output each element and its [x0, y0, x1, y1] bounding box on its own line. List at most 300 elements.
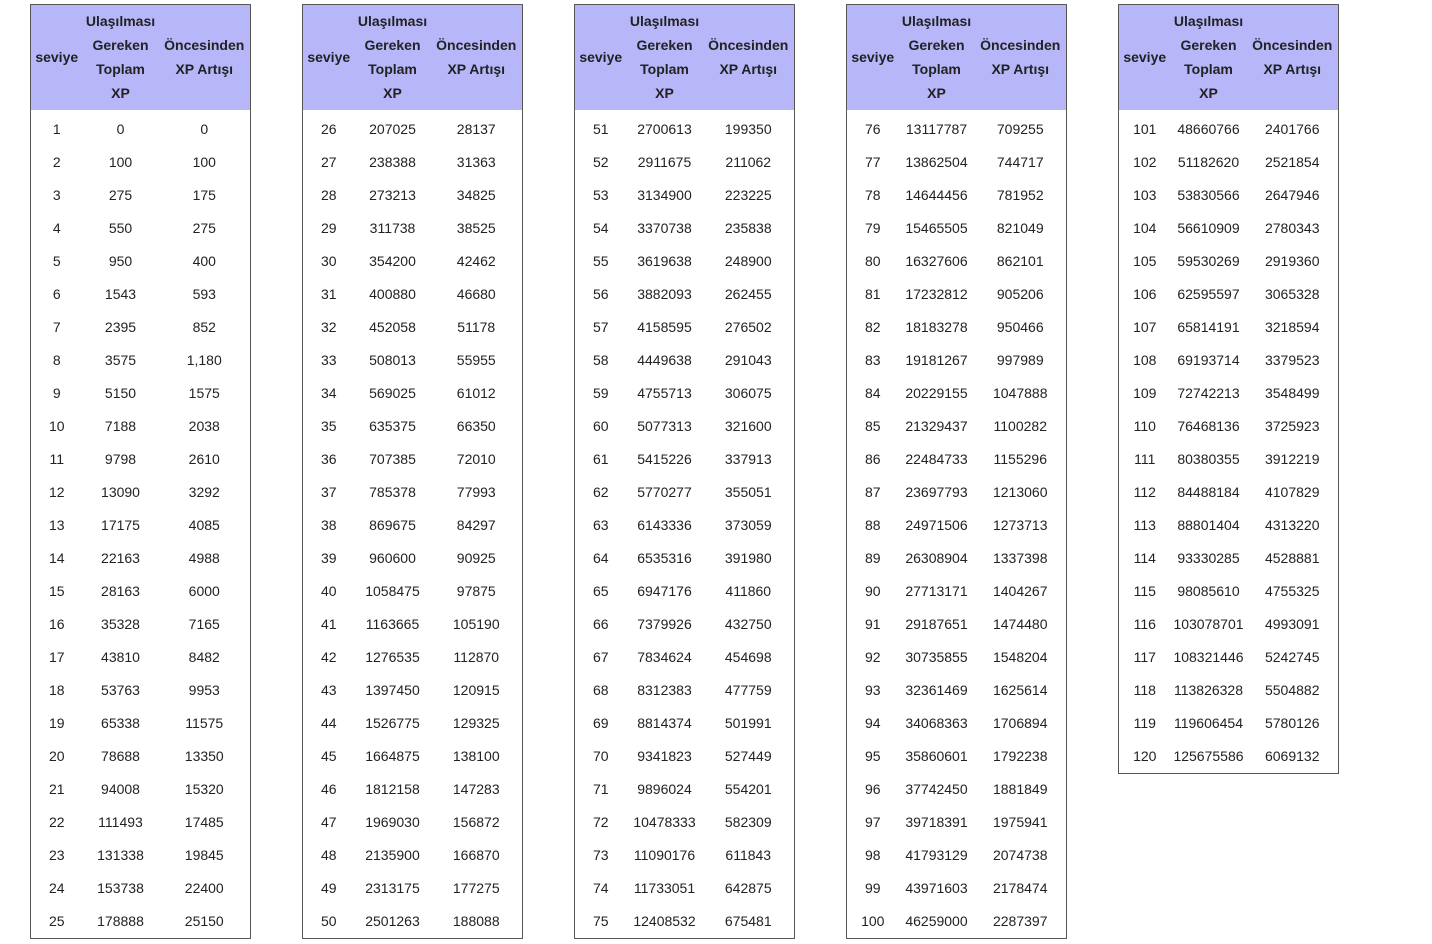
table-body	[303, 110, 523, 939]
header-row	[575, 5, 795, 110]
level-cell: 59	[592, 384, 609, 401]
xp-increase-cell: 4528881	[1264, 549, 1320, 566]
level-cell: 48	[320, 846, 337, 863]
level-cell: 30	[320, 252, 337, 269]
header-level-label: seviye	[851, 49, 895, 66]
table-row	[575, 542, 795, 575]
xp-increase-cell: 4988	[188, 549, 220, 566]
level-cell: 5	[52, 252, 61, 269]
table-row	[303, 311, 523, 344]
table-row	[847, 443, 1067, 476]
xp-increase-cell: 0	[200, 120, 209, 137]
level-cell: 68	[592, 681, 609, 698]
level-cell: 2	[52, 153, 61, 170]
xp-increase-cell: 3912219	[1264, 450, 1320, 467]
xp-increase-cell: 2919360	[1264, 252, 1320, 269]
header-level	[31, 5, 83, 110]
level-cell: 105	[1133, 252, 1157, 269]
total-xp-cell: 100	[108, 153, 133, 170]
xp-increase-cell: 291043	[724, 351, 772, 368]
table-row	[31, 575, 251, 608]
total-xp-cell: 14644456	[905, 186, 968, 203]
level-cell: 14	[48, 549, 65, 566]
level-cell: 84	[864, 384, 881, 401]
xp-increase-cell: 19845	[184, 846, 224, 863]
xp-increase-cell: 42462	[456, 252, 496, 269]
xp-increase-cell: 1273713	[992, 516, 1048, 533]
level-cell: 63	[592, 516, 609, 533]
total-xp-cell: 273213	[369, 186, 416, 203]
xp-increase-cell: 862101	[996, 252, 1044, 269]
table-row	[575, 773, 795, 806]
level-cell: 52	[592, 153, 609, 170]
xp-increase-cell: 4085	[188, 516, 220, 533]
xp-increase-cell: 1548204	[992, 648, 1048, 665]
total-xp-cell: 94008	[101, 780, 140, 797]
total-xp-cell: 3370738	[637, 219, 692, 236]
level-cell: 32	[320, 318, 337, 335]
level-cell: 115	[1133, 582, 1156, 599]
level-cell: 104	[1133, 219, 1157, 236]
table-row	[847, 542, 1067, 575]
level-cell: 85	[864, 417, 881, 434]
total-xp-cell: 400880	[369, 285, 416, 302]
xp-increase-cell: 129325	[452, 714, 500, 731]
level-cell: 73	[592, 846, 609, 863]
total-xp-cell: 11090176	[633, 846, 696, 863]
total-xp-cell: 20229155	[905, 384, 968, 401]
header-total-xp	[899, 5, 975, 110]
level-cell: 95	[864, 747, 881, 764]
level-cell: 70	[592, 747, 609, 764]
level-cell: 110	[1133, 417, 1156, 434]
level-cell: 29	[320, 219, 337, 236]
header-level	[303, 5, 355, 110]
table-row	[303, 476, 523, 509]
table-row	[303, 872, 523, 905]
xp-increase-cell: 51178	[457, 318, 496, 335]
table-row	[1119, 740, 1339, 774]
table-row	[1119, 311, 1339, 344]
header-total-xp-line: Ulaşılması	[629, 13, 700, 30]
header-xp-increase	[1247, 5, 1339, 110]
xp-increase-cell: 1625614	[992, 681, 1048, 698]
xp-increase-cell: 248900	[724, 252, 772, 269]
table-row	[31, 641, 251, 674]
total-xp-cell: 6947176	[637, 582, 692, 599]
total-xp-cell: 950	[108, 252, 133, 269]
xp-increase-cell: 1881849	[992, 780, 1048, 797]
table-row	[575, 410, 795, 443]
level-cell: 50	[320, 912, 337, 929]
level-cell: 55	[592, 252, 609, 269]
level-cell: 91	[864, 615, 881, 632]
header-total-xp-line: Toplam	[368, 61, 417, 78]
header-level-label: seviye	[1123, 49, 1167, 66]
xp-increase-cell: 138100	[452, 747, 500, 764]
header-level	[1119, 5, 1171, 110]
xp-increase-cell: 1706894	[992, 714, 1048, 731]
total-xp-cell: 2395	[104, 318, 137, 335]
total-xp-cell: 4158595	[637, 318, 692, 335]
header-xp-increase-line: XP Artışı	[1263, 61, 1322, 78]
table-row	[575, 245, 795, 278]
xp-increase-cell: 1474480	[992, 615, 1048, 632]
table-row	[31, 707, 251, 740]
table-row	[575, 872, 795, 905]
table-row	[575, 608, 795, 641]
total-xp-cell: 53830566	[1177, 186, 1240, 203]
xp-increase-cell: 4993091	[1264, 615, 1320, 632]
total-xp-cell: 103078701	[1173, 615, 1244, 632]
header-total-xp	[83, 5, 159, 110]
total-xp-cell: 26308904	[905, 549, 968, 566]
total-xp-cell: 2135900	[365, 846, 420, 863]
level-cell: 57	[592, 318, 609, 335]
xp-increase-cell: 306075	[724, 384, 772, 401]
level-cell: 37	[320, 483, 337, 500]
total-xp-cell: 46259000	[905, 912, 968, 929]
level-cell: 13	[48, 516, 65, 533]
table-row	[303, 245, 523, 278]
table-row	[575, 806, 795, 839]
table-row	[1119, 641, 1339, 674]
level-cell: 101	[1133, 120, 1157, 137]
xp-increase-cell: 7165	[188, 615, 220, 632]
header-total-xp-line: Toplam	[912, 61, 961, 78]
xp-increase-cell: 321600	[724, 417, 772, 434]
header-total-xp-line: XP	[1199, 85, 1218, 102]
xp-increase-cell: 1047888	[992, 384, 1048, 401]
header-level	[847, 5, 899, 110]
level-cell: 8	[52, 351, 61, 368]
level-cell: 87	[864, 483, 881, 500]
level-cell: 111	[1134, 450, 1156, 467]
table-row	[31, 377, 251, 410]
table-row	[575, 278, 795, 311]
level-cell: 1	[52, 120, 61, 137]
table-row	[31, 872, 251, 905]
total-xp-cell: 69193714	[1177, 351, 1240, 368]
xp-increase-cell: 5504882	[1264, 681, 1320, 698]
table-header	[575, 5, 795, 110]
level-cell: 41	[320, 615, 337, 632]
xp-increase-cell: 642875	[724, 879, 772, 896]
total-xp-cell: 39718391	[905, 813, 968, 830]
header-xp-increase-line: Öncesinden	[1252, 37, 1333, 54]
level-cell: 49	[320, 879, 337, 896]
xp-increase-cell: 337913	[724, 450, 772, 467]
table-row	[1119, 110, 1339, 146]
xp-increase-cell: 501991	[724, 714, 772, 731]
level-cell: 94	[864, 714, 881, 731]
xp-increase-cell: 28137	[456, 120, 496, 137]
xp-increase-cell: 3065328	[1264, 285, 1320, 302]
total-xp-cell: 2911675	[637, 153, 692, 170]
xp-increase-cell: 905206	[996, 285, 1044, 302]
total-xp-cell: 13117787	[905, 120, 968, 137]
table-row	[847, 245, 1067, 278]
table-row	[303, 839, 523, 872]
level-cell: 103	[1133, 186, 1157, 203]
table-row	[847, 410, 1067, 443]
table-row	[847, 509, 1067, 542]
total-xp-cell: 41793129	[905, 846, 968, 863]
table-body	[847, 110, 1067, 939]
xp-increase-cell: 432750	[724, 615, 772, 632]
level-cell: 113	[1133, 516, 1156, 533]
level-cell: 99	[864, 879, 881, 896]
table-row	[31, 146, 251, 179]
total-xp-cell: 1397450	[365, 681, 420, 698]
level-cell: 56	[592, 285, 609, 302]
table-row	[31, 608, 251, 641]
level-cell: 72	[592, 813, 609, 830]
total-xp-cell: 18183278	[905, 318, 968, 335]
total-xp-cell: 785378	[369, 483, 416, 500]
table-row	[1119, 575, 1339, 608]
level-cell: 93	[864, 681, 881, 698]
total-xp-cell: 27713171	[905, 582, 968, 599]
table-row	[303, 905, 523, 939]
table-row	[847, 311, 1067, 344]
xp-increase-cell: 373059	[724, 516, 772, 533]
total-xp-cell: 275	[108, 186, 133, 203]
xp-increase-cell: 1,180	[186, 351, 222, 368]
level-cell: 97	[864, 813, 881, 830]
header-xp-increase-line: Öncesinden	[164, 37, 245, 54]
header-total-xp-line: Ulaşılması	[901, 13, 972, 30]
header-level	[575, 5, 627, 110]
total-xp-cell: 452058	[369, 318, 416, 335]
total-xp-cell: 65814191	[1177, 318, 1240, 335]
table-row	[847, 905, 1067, 939]
table-row	[1119, 410, 1339, 443]
table-row	[847, 740, 1067, 773]
total-xp-cell: 35328	[101, 615, 140, 632]
total-xp-cell: 6535316	[637, 549, 692, 566]
level-cell: 114	[1133, 549, 1156, 566]
total-xp-cell: 4449638	[637, 351, 692, 368]
xp-increase-cell: 400	[192, 252, 216, 269]
level-cell: 3	[52, 186, 61, 203]
total-xp-cell: 10478333	[633, 813, 696, 830]
total-xp-cell: 13862504	[905, 153, 968, 170]
level-cell: 11	[49, 450, 65, 467]
table-row	[31, 674, 251, 707]
xp-increase-cell: 2401766	[1264, 120, 1320, 137]
table-row	[1119, 179, 1339, 212]
table-header	[31, 5, 251, 110]
level-cell: 35	[320, 417, 337, 434]
total-xp-cell: 7834624	[637, 648, 692, 665]
level-cell: 98	[864, 846, 881, 863]
table-row	[31, 443, 251, 476]
level-cell: 62	[592, 483, 609, 500]
total-xp-cell: 59530269	[1177, 252, 1240, 269]
table-body	[575, 110, 795, 939]
table-row	[847, 806, 1067, 839]
table-row	[31, 773, 251, 806]
xp-increase-cell: 177275	[452, 879, 500, 896]
xp-increase-cell: 188088	[452, 912, 500, 929]
header-total-xp-line: Gereken	[364, 37, 421, 54]
total-xp-cell: 43810	[101, 648, 140, 665]
level-cell: 80	[864, 252, 881, 269]
total-xp-cell: 76468136	[1177, 417, 1240, 434]
table-row	[847, 110, 1067, 146]
xp-increase-cell: 13350	[184, 747, 224, 764]
level-cell: 100	[861, 912, 885, 929]
level-cell: 43	[320, 681, 337, 698]
header-xp-increase-line: XP Artışı	[175, 61, 234, 78]
table-row	[303, 146, 523, 179]
table-row	[31, 212, 251, 245]
xp-level-table	[1118, 4, 1339, 774]
table-row	[847, 641, 1067, 674]
xp-increase-cell: 852	[192, 318, 216, 335]
table-row	[303, 344, 523, 377]
total-xp-cell: 19181267	[905, 351, 968, 368]
header-xp-increase	[975, 5, 1067, 110]
xp-increase-cell: 3379523	[1264, 351, 1320, 368]
total-xp-cell: 22163	[101, 549, 140, 566]
total-xp-cell: 3882093	[637, 285, 692, 302]
total-xp-cell: 1664875	[365, 747, 420, 764]
xp-increase-cell: 175	[192, 186, 216, 203]
level-cell: 51	[592, 120, 609, 137]
header-xp-increase-line: Öncesinden	[980, 37, 1061, 54]
total-xp-cell: 80380355	[1177, 450, 1240, 467]
level-cell: 102	[1133, 153, 1157, 170]
table-row	[847, 212, 1067, 245]
level-cell: 24	[48, 879, 65, 896]
total-xp-cell: 56610909	[1177, 219, 1240, 236]
xp-increase-cell: 17485	[184, 813, 224, 830]
level-cell: 18	[48, 681, 65, 698]
level-cell: 66	[592, 615, 609, 632]
level-cell: 108	[1133, 351, 1157, 368]
xp-increase-cell: 997989	[996, 351, 1044, 368]
header-xp-increase-line: Öncesinden	[436, 37, 517, 54]
xp-increase-cell: 744717	[996, 153, 1044, 170]
level-cell: 120	[1133, 747, 1157, 764]
table-row	[847, 476, 1067, 509]
xp-increase-cell: 105190	[452, 615, 500, 632]
table-row	[847, 575, 1067, 608]
table-row	[31, 476, 251, 509]
xp-increase-cell: 582309	[724, 813, 772, 830]
xp-increase-cell: 2287397	[992, 912, 1048, 929]
xp-increase-cell: 6000	[188, 582, 220, 599]
total-xp-cell: 8312383	[637, 681, 692, 698]
total-xp-cell: 869675	[369, 516, 416, 533]
xp-increase-cell: 2038	[188, 417, 220, 434]
header-xp-increase	[703, 5, 795, 110]
header-level-label: seviye	[307, 49, 351, 66]
level-cell: 47	[320, 813, 337, 830]
level-cell: 44	[320, 714, 337, 731]
level-cell: 67	[592, 648, 609, 665]
xp-increase-cell: 6069132	[1264, 747, 1320, 764]
table-row	[575, 110, 795, 146]
total-xp-cell: 7379926	[637, 615, 692, 632]
total-xp-cell: 113826328	[1173, 681, 1244, 698]
level-cell: 61	[592, 450, 609, 467]
table-row	[1119, 344, 1339, 377]
table-row	[303, 707, 523, 740]
table-row	[847, 608, 1067, 641]
xp-increase-cell: 120915	[452, 681, 500, 698]
table-row	[847, 707, 1067, 740]
xp-increase-cell: 166870	[452, 846, 500, 863]
total-xp-cell: 72742213	[1177, 384, 1240, 401]
total-xp-cell: 93330285	[1177, 549, 1240, 566]
level-cell: 96	[864, 780, 881, 797]
total-xp-cell: 21329437	[905, 417, 968, 434]
total-xp-cell: 1163665	[365, 615, 420, 632]
xp-increase-cell: 100	[192, 153, 216, 170]
level-cell: 27	[320, 153, 337, 170]
xp-increase-cell: 5780126	[1264, 714, 1320, 731]
table-row	[303, 377, 523, 410]
table-row	[575, 443, 795, 476]
table-row	[303, 575, 523, 608]
table-row	[303, 212, 523, 245]
total-xp-cell: 84488184	[1177, 483, 1240, 500]
total-xp-cell: 51182620	[1177, 153, 1240, 170]
header-total-xp-line: Toplam	[640, 61, 689, 78]
total-xp-cell: 5150	[104, 384, 137, 401]
total-xp-cell: 16327606	[905, 252, 968, 269]
total-xp-cell: 8814374	[637, 714, 692, 731]
total-xp-cell: 37742450	[905, 780, 968, 797]
total-xp-cell: 207025	[369, 120, 416, 137]
total-xp-cell: 3575	[104, 351, 137, 368]
table-row	[847, 674, 1067, 707]
table-row	[575, 641, 795, 674]
level-cell: 22	[48, 813, 65, 830]
table-row	[575, 674, 795, 707]
table-row	[31, 839, 251, 872]
header-total-xp	[627, 5, 703, 110]
xp-increase-cell: 276502	[724, 318, 772, 335]
xp-increase-cell: 61012	[456, 384, 496, 401]
table-row	[575, 377, 795, 410]
level-cell: 106	[1133, 285, 1157, 302]
level-cell: 88	[864, 516, 881, 533]
xp-increase-cell: 4313220	[1264, 516, 1320, 533]
level-cell: 86	[864, 450, 881, 467]
header-total-xp-line: XP	[927, 85, 946, 102]
xp-increase-cell: 611843	[725, 846, 772, 863]
total-xp-cell: 178888	[97, 912, 144, 929]
xp-increase-cell: 38525	[456, 219, 496, 236]
xp-increase-cell: 675481	[724, 912, 772, 929]
table-row	[1119, 146, 1339, 179]
xp-increase-cell: 1575	[188, 384, 220, 401]
xp-increase-cell: 821049	[996, 219, 1044, 236]
header-total-xp-line: Gereken	[1180, 37, 1237, 54]
header-total-xp-line: XP	[383, 85, 402, 102]
xp-increase-cell: 211062	[725, 153, 772, 170]
total-xp-cell: 34068363	[905, 714, 968, 731]
table-row	[31, 542, 251, 575]
xp-increase-cell: 454698	[724, 648, 772, 665]
total-xp-cell: 1276535	[365, 648, 420, 665]
level-cell: 26	[320, 120, 337, 137]
xp-increase-cell: 2780343	[1264, 219, 1320, 236]
